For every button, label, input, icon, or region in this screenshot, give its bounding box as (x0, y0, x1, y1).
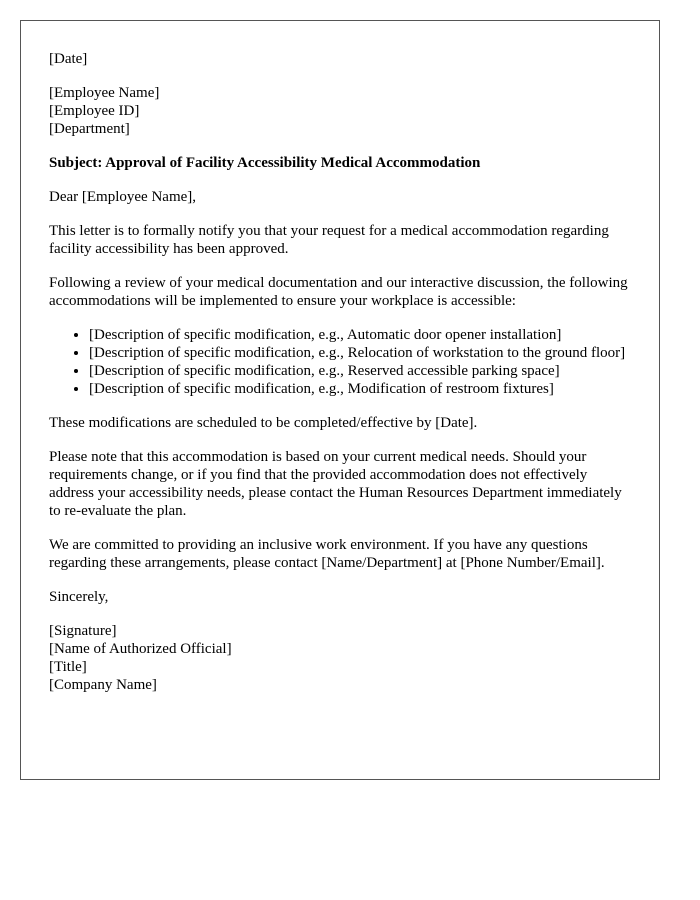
letter-page (20, 20, 660, 780)
accommodation-item: • [Description of specific modification, e.g., Reserved accessible parking space] (89, 362, 631, 380)
recipient-block (49, 84, 631, 138)
accommodation-item: • [Description of specific modification, e.g., Modification of restroom fixtures] (89, 380, 631, 398)
company-name: [Company Name] (49, 677, 157, 693)
closing: Sincerely, (49, 589, 109, 605)
official-name: [Name of Authorized Official] (49, 641, 232, 657)
letter-subject: Subject: Approval of Facility Accessibility Medical Accommodation (49, 155, 481, 171)
signature-block (49, 622, 631, 694)
accommodation-item: • [Description of specific modification, e.g., Relocation of workstation to the ground floor] (89, 344, 631, 362)
official-title: [Title] (49, 659, 87, 675)
body-paragraph-5: We are committed to providing an inclusive work environment. If you have any questions regarding these arrangements, please contact [Name/Department] at [Phone Number/Email]. (49, 537, 605, 571)
body-paragraph-2: Following a review of your medical documentation and our interactive discussion, the following accommodations will be implemented to ensure your workplace is accessible: (49, 275, 628, 309)
accommodation-list (49, 326, 631, 398)
salutation: Dear [Employee Name], (49, 189, 197, 205)
body-paragraph-1: This letter is to formally notify you that your request for a medical accommodation regarding facility accessibility has been approved. (49, 223, 609, 257)
signature: [Signature] (49, 623, 117, 639)
body-paragraph-3: These modifications are scheduled to be completed/effective by [Date]. (49, 415, 478, 431)
accommodation-item: • [Description of specific modification, e.g., Automatic door opener installation] (89, 326, 631, 344)
letter-date: [Date] (49, 51, 88, 67)
body-paragraph-4: Please note that this accommodation is based on your current medical needs. Should your requirements change, or if you find that the provided accommodation does not effectively address your accessibility needs, please contact the Human Resources Department immediately to re-evaluate the plan. (49, 449, 622, 519)
recipient-name: [Employee Name] (49, 85, 160, 101)
recipient-department: [Department] (49, 121, 130, 137)
recipient-id: [Employee ID] (49, 103, 140, 119)
